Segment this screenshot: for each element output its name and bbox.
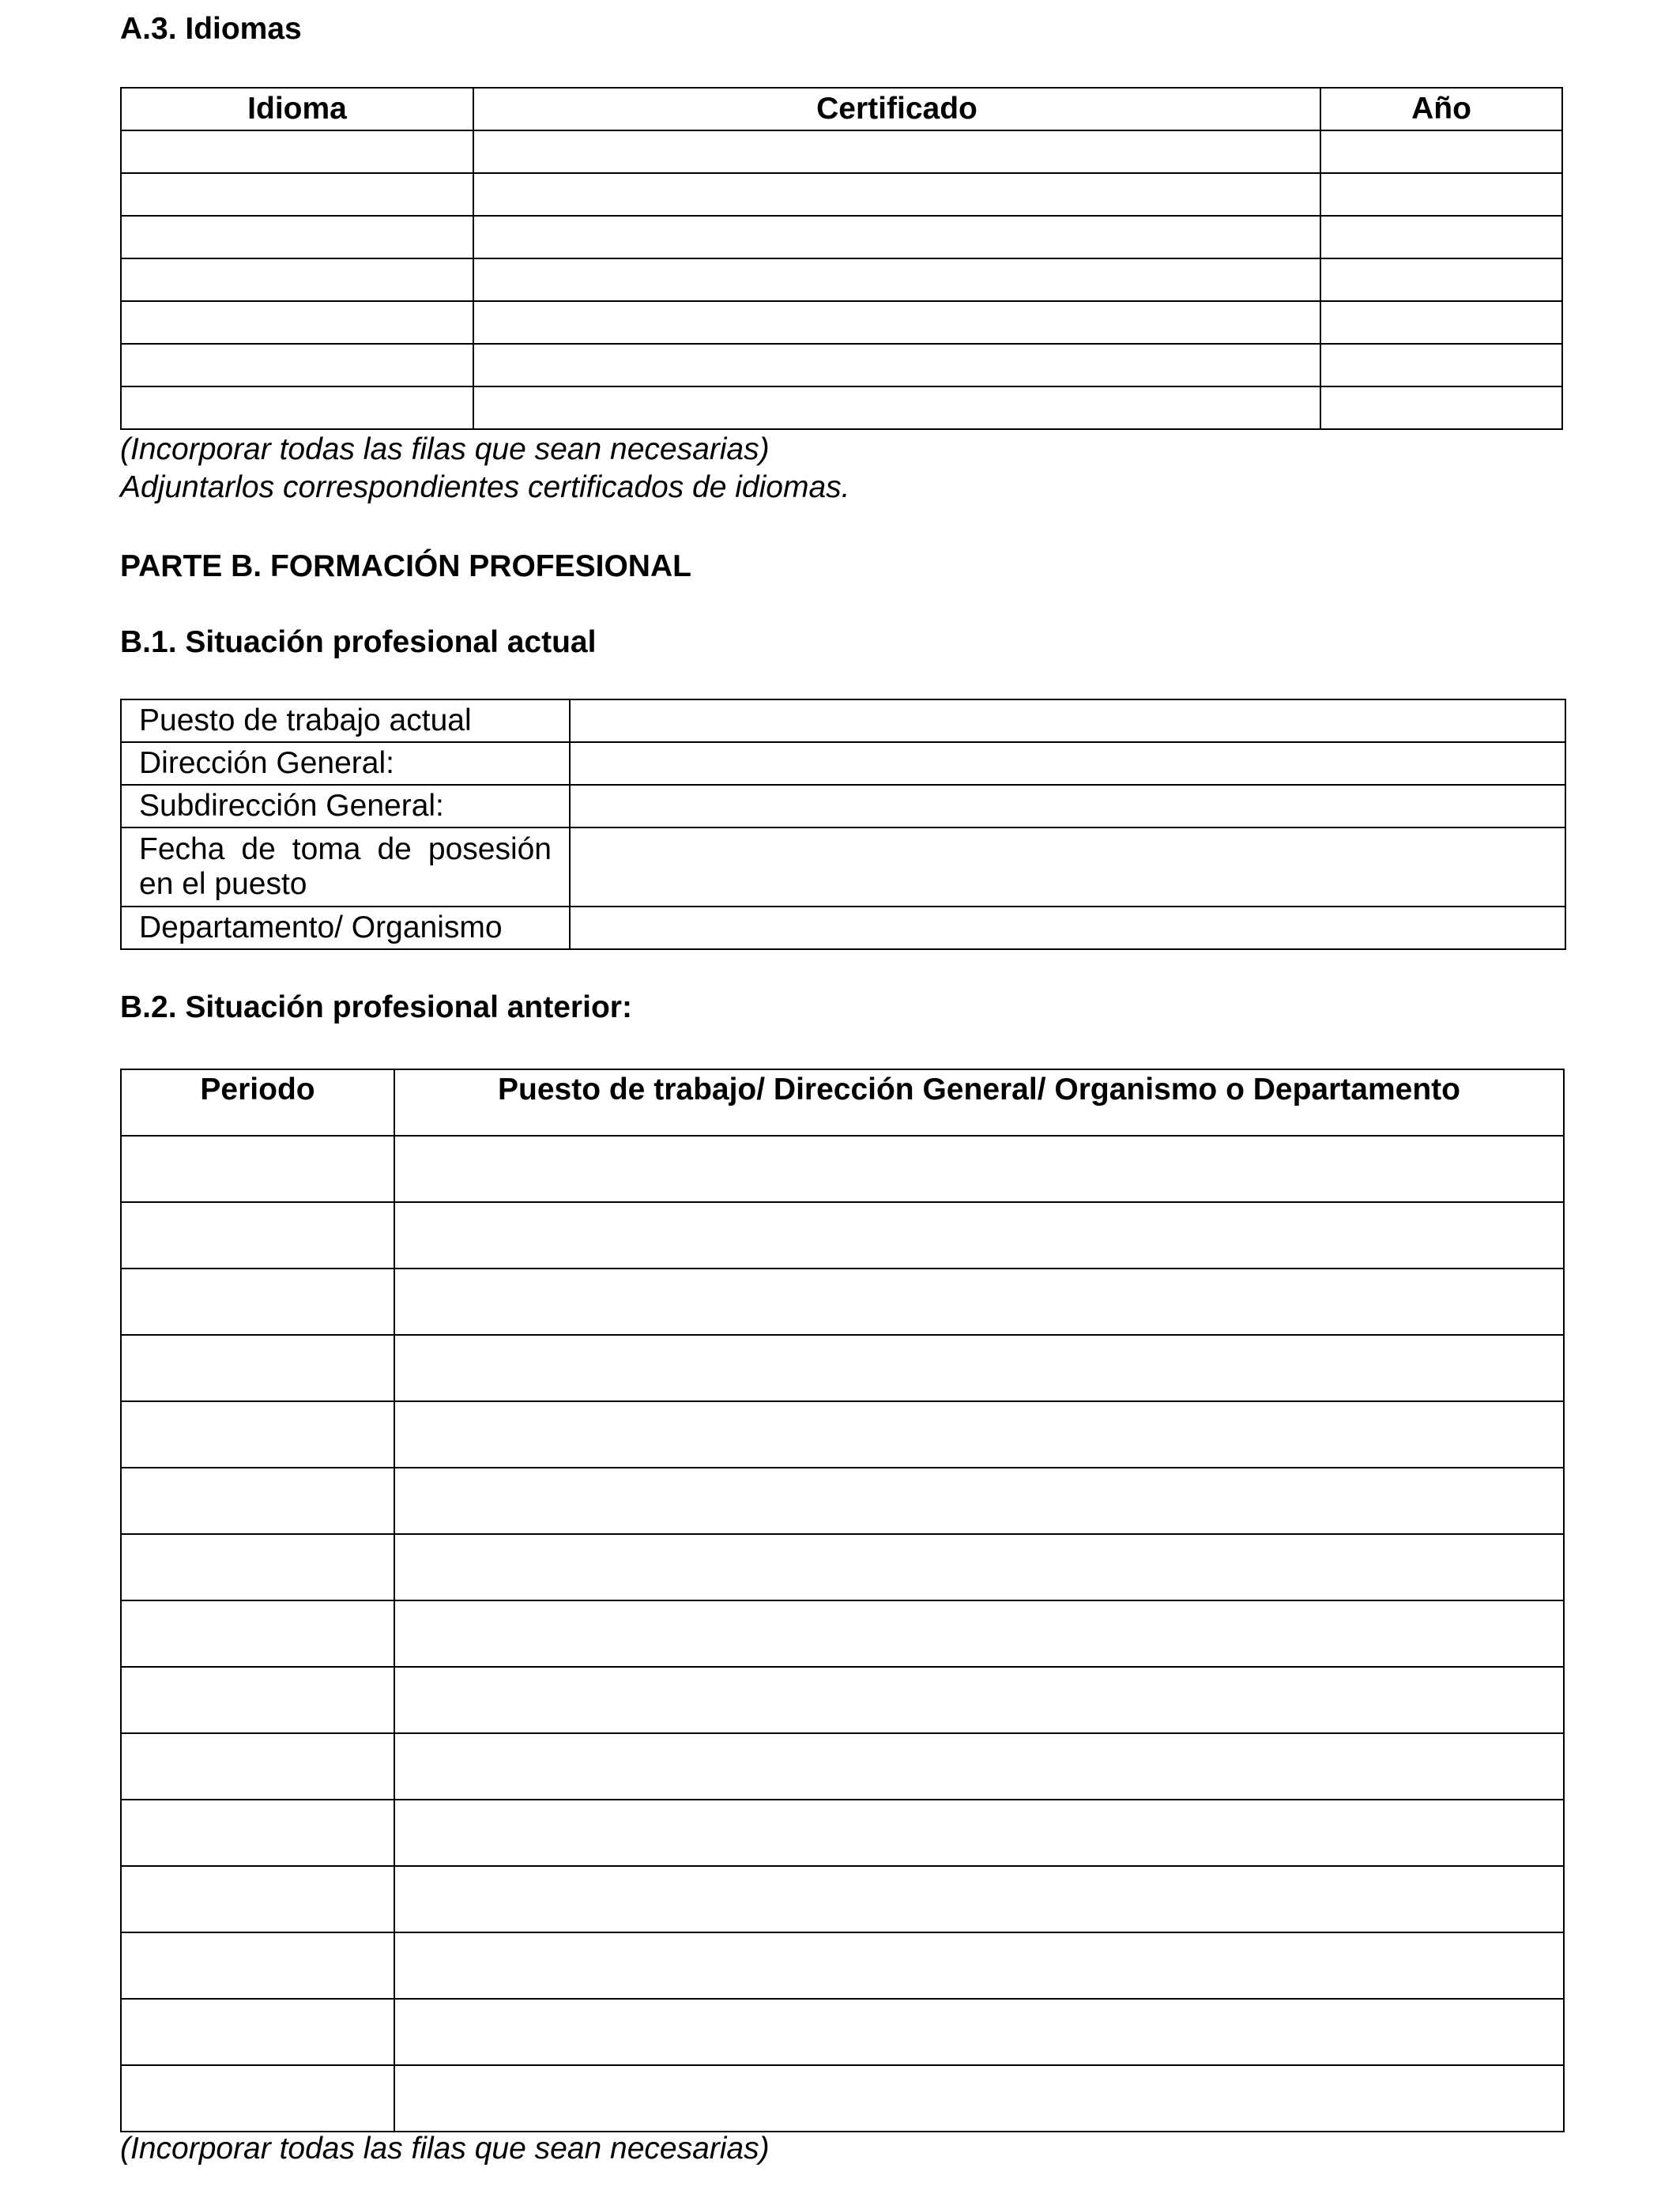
previous-positions-note: (Incorporar todas las filas que sean necesarias) (120, 2132, 770, 2166)
table-row (121, 130, 1562, 173)
certificado-cell[interactable] (473, 301, 1320, 344)
puesto-cell[interactable] (394, 1999, 1564, 2065)
periodo-cell[interactable] (121, 1202, 394, 1269)
idioma-cell[interactable] (121, 130, 473, 173)
ano-cell[interactable] (1320, 216, 1562, 258)
puesto-actual-label: Puesto de trabajo actual (121, 699, 570, 742)
periodo-cell[interactable] (121, 1335, 394, 1401)
departamento-organismo-label: Departamento/ Organismo (121, 907, 570, 949)
certificado-cell[interactable] (473, 386, 1320, 429)
puesto-cell[interactable] (394, 1269, 1564, 1335)
table-row (121, 1800, 1564, 1866)
puesto-cell[interactable] (394, 1534, 1564, 1600)
subdireccion-general-label: Subdirección General: (121, 785, 570, 827)
periodo-cell[interactable] (121, 1136, 394, 1202)
table-row (121, 1600, 1564, 1667)
table-row (121, 1401, 1564, 1468)
table-row (121, 1269, 1564, 1335)
periodo-cell[interactable] (121, 1866, 394, 1932)
section-b1-title: B.1. Situación profesional actual (120, 625, 597, 659)
table-row (121, 907, 1565, 949)
table-row (121, 301, 1562, 344)
puesto-cell[interactable] (394, 1468, 1564, 1534)
table-row (121, 1136, 1564, 1202)
table-row (121, 2065, 1564, 2132)
periodo-cell[interactable] (121, 1269, 394, 1335)
column-header-ano: Año (1320, 88, 1562, 130)
certificado-cell[interactable] (473, 258, 1320, 301)
section-a3-title: A.3. Idiomas (120, 12, 302, 46)
idioma-cell[interactable] (121, 216, 473, 258)
previous-positions-table (120, 1069, 1565, 2132)
puesto-cell[interactable] (394, 1800, 1564, 1866)
puesto-cell[interactable] (394, 1136, 1564, 1202)
column-header-periodo: Periodo (121, 1069, 394, 1136)
direccion-general-label: Dirección General: (121, 742, 570, 785)
puesto-cell[interactable] (394, 1600, 1564, 1667)
periodo-cell[interactable] (121, 1401, 394, 1468)
puesto-cell[interactable] (394, 1667, 1564, 1733)
periodo-cell[interactable] (121, 1600, 394, 1667)
subdireccion-general-field[interactable] (570, 785, 1565, 827)
periodo-cell[interactable] (121, 1667, 394, 1733)
column-header-puesto: Puesto de trabajo/ Dirección General/ Organismo o Departamento (394, 1069, 1564, 1136)
idioma-cell[interactable] (121, 301, 473, 344)
column-header-idioma: Idioma (121, 88, 473, 130)
table-row (121, 1733, 1564, 1800)
languages-note-rows: (Incorporar todas las filas que sean necesarias) (120, 432, 770, 466)
puesto-cell[interactable] (394, 1202, 1564, 1269)
section-b2-title: B.2. Situación profesional anterior: (120, 990, 632, 1024)
periodo-cell[interactable] (121, 2065, 394, 2132)
table-row (121, 216, 1562, 258)
certificado-cell[interactable] (473, 344, 1320, 386)
puesto-cell[interactable] (394, 1401, 1564, 1468)
idioma-cell[interactable] (121, 386, 473, 429)
idioma-cell[interactable] (121, 173, 473, 216)
puesto-actual-field[interactable] (570, 699, 1565, 742)
puesto-cell[interactable] (394, 1733, 1564, 1800)
table-row (121, 1999, 1564, 2065)
certificado-cell[interactable] (473, 130, 1320, 173)
fecha-toma-posesion-field[interactable] (570, 827, 1565, 907)
table-row (121, 386, 1562, 429)
ano-cell[interactable] (1320, 301, 1562, 344)
table-row (121, 785, 1565, 827)
periodo-cell[interactable] (121, 1534, 394, 1600)
table-row (121, 1468, 1564, 1534)
table-row (121, 1932, 1564, 1999)
table-row (121, 1534, 1564, 1600)
current-position-table (120, 699, 1566, 950)
puesto-cell[interactable] (394, 1866, 1564, 1932)
languages-note-certificates: Adjuntarlos correspondientes certificados de idiomas. (120, 470, 850, 504)
puesto-cell[interactable] (394, 2065, 1564, 2132)
column-header-certificado: Certificado (473, 88, 1320, 130)
periodo-cell[interactable] (121, 1733, 394, 1800)
departamento-organismo-field[interactable] (570, 907, 1565, 949)
languages-table (120, 87, 1563, 430)
table-row (121, 344, 1562, 386)
puesto-cell[interactable] (394, 1335, 1564, 1401)
certificado-cell[interactable] (473, 216, 1320, 258)
periodo-cell[interactable] (121, 1800, 394, 1866)
table-row (121, 258, 1562, 301)
ano-cell[interactable] (1320, 386, 1562, 429)
idioma-cell[interactable] (121, 258, 473, 301)
ano-cell[interactable] (1320, 344, 1562, 386)
table-row (121, 827, 1565, 907)
table-row (121, 699, 1565, 742)
puesto-cell[interactable] (394, 1932, 1564, 1999)
table-row (121, 1202, 1564, 1269)
ano-cell[interactable] (1320, 130, 1562, 173)
table-row (121, 173, 1562, 216)
periodo-cell[interactable] (121, 1932, 394, 1999)
ano-cell[interactable] (1320, 173, 1562, 216)
fecha-toma-posesion-label: Fecha de toma de posesión en el puesto (121, 827, 570, 907)
table-row (121, 1335, 1564, 1401)
part-b-title: PARTE B. FORMACIÓN PROFESIONAL (120, 549, 691, 583)
periodo-cell[interactable] (121, 1468, 394, 1534)
table-header-row (121, 88, 1562, 130)
table-row (121, 1866, 1564, 1932)
table-header-row (121, 1069, 1564, 1136)
periodo-cell[interactable] (121, 1999, 394, 2065)
ano-cell[interactable] (1320, 258, 1562, 301)
idioma-cell[interactable] (121, 344, 473, 386)
table-row (121, 1667, 1564, 1733)
direccion-general-field[interactable] (570, 742, 1565, 785)
certificado-cell[interactable] (473, 173, 1320, 216)
table-row (121, 742, 1565, 785)
